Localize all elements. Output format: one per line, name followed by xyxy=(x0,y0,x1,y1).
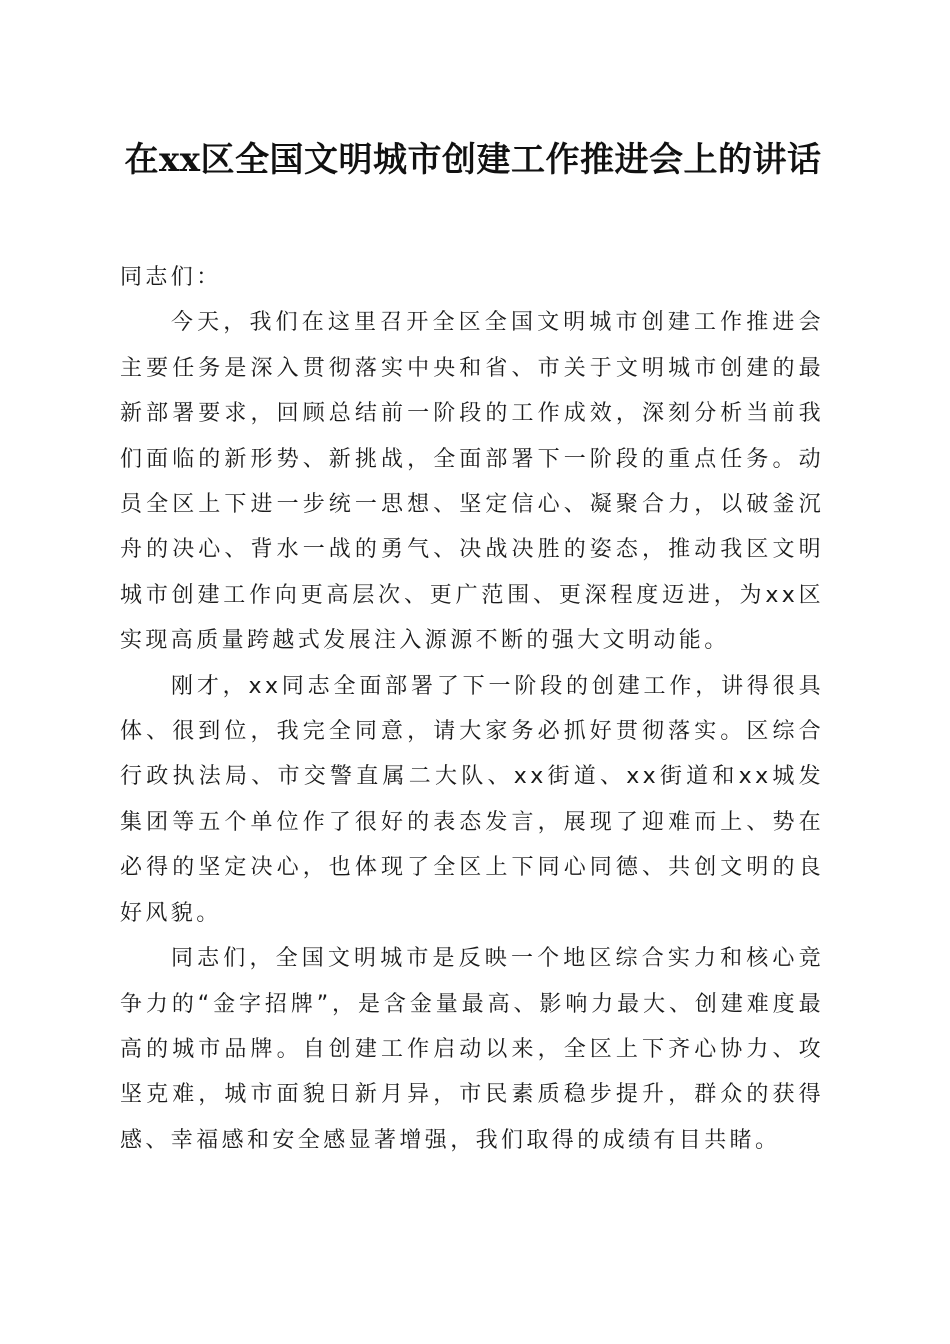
paragraph-3: 同志们，全国文明城市是反映一个地区综合实力和核心竞争力的“金字招牌”，是含金量最高、影响力最大、创建难度最高的城市品牌。自创建工作启动以来，全区上下齐心协力、攻坚克难，城市面貌日新月异，市民素质稳步提升，群众的获得感、幸福感和安全感显著增强，我们取得的成绩有目共睹。 xyxy=(120,946,824,1153)
paragraph-1: 今天，我们在这里召开全区全国文明城市创建工作推进会主要任务是深入贯彻落实中央和省、市关于文明城市创建的最新部署要求，回顾总结前一阶段的工作成效，深刻分析当前我们面临的新形势、新挑战，全面部署下一阶段的重点任务。动员全区上下进一步统一思想、坚定信心、凝聚合力，以破釜沉舟的决心、背水一战的勇气、决战决胜的姿态，推动我区文明城市创建工作向更高层次、更广范围、更深程度迈进，为xx区实现高质量跨越式发展注入源源不断的强大文明动能。 xyxy=(120,310,824,654)
document-title: 在xx区全国文明城市创建工作推进会上的讲话 xyxy=(124,140,822,180)
salutation: 同志们： xyxy=(120,265,222,290)
document-body xyxy=(120,255,824,1163)
paragraph-2: 刚才，xx同志全面部署了下一阶段的创建工作，讲得很具体、很到位，我完全同意，请大家务必抓好贯彻落实。区综合行政执法局、市交警直属二大队、xx街道、xx街道和xx城发集团等五个单位作了很好的表态发言，展现了迎难而上、势在必得的坚定决心，也体现了全区上下同心同德、共创文明的良好风貌。 xyxy=(120,673,824,926)
